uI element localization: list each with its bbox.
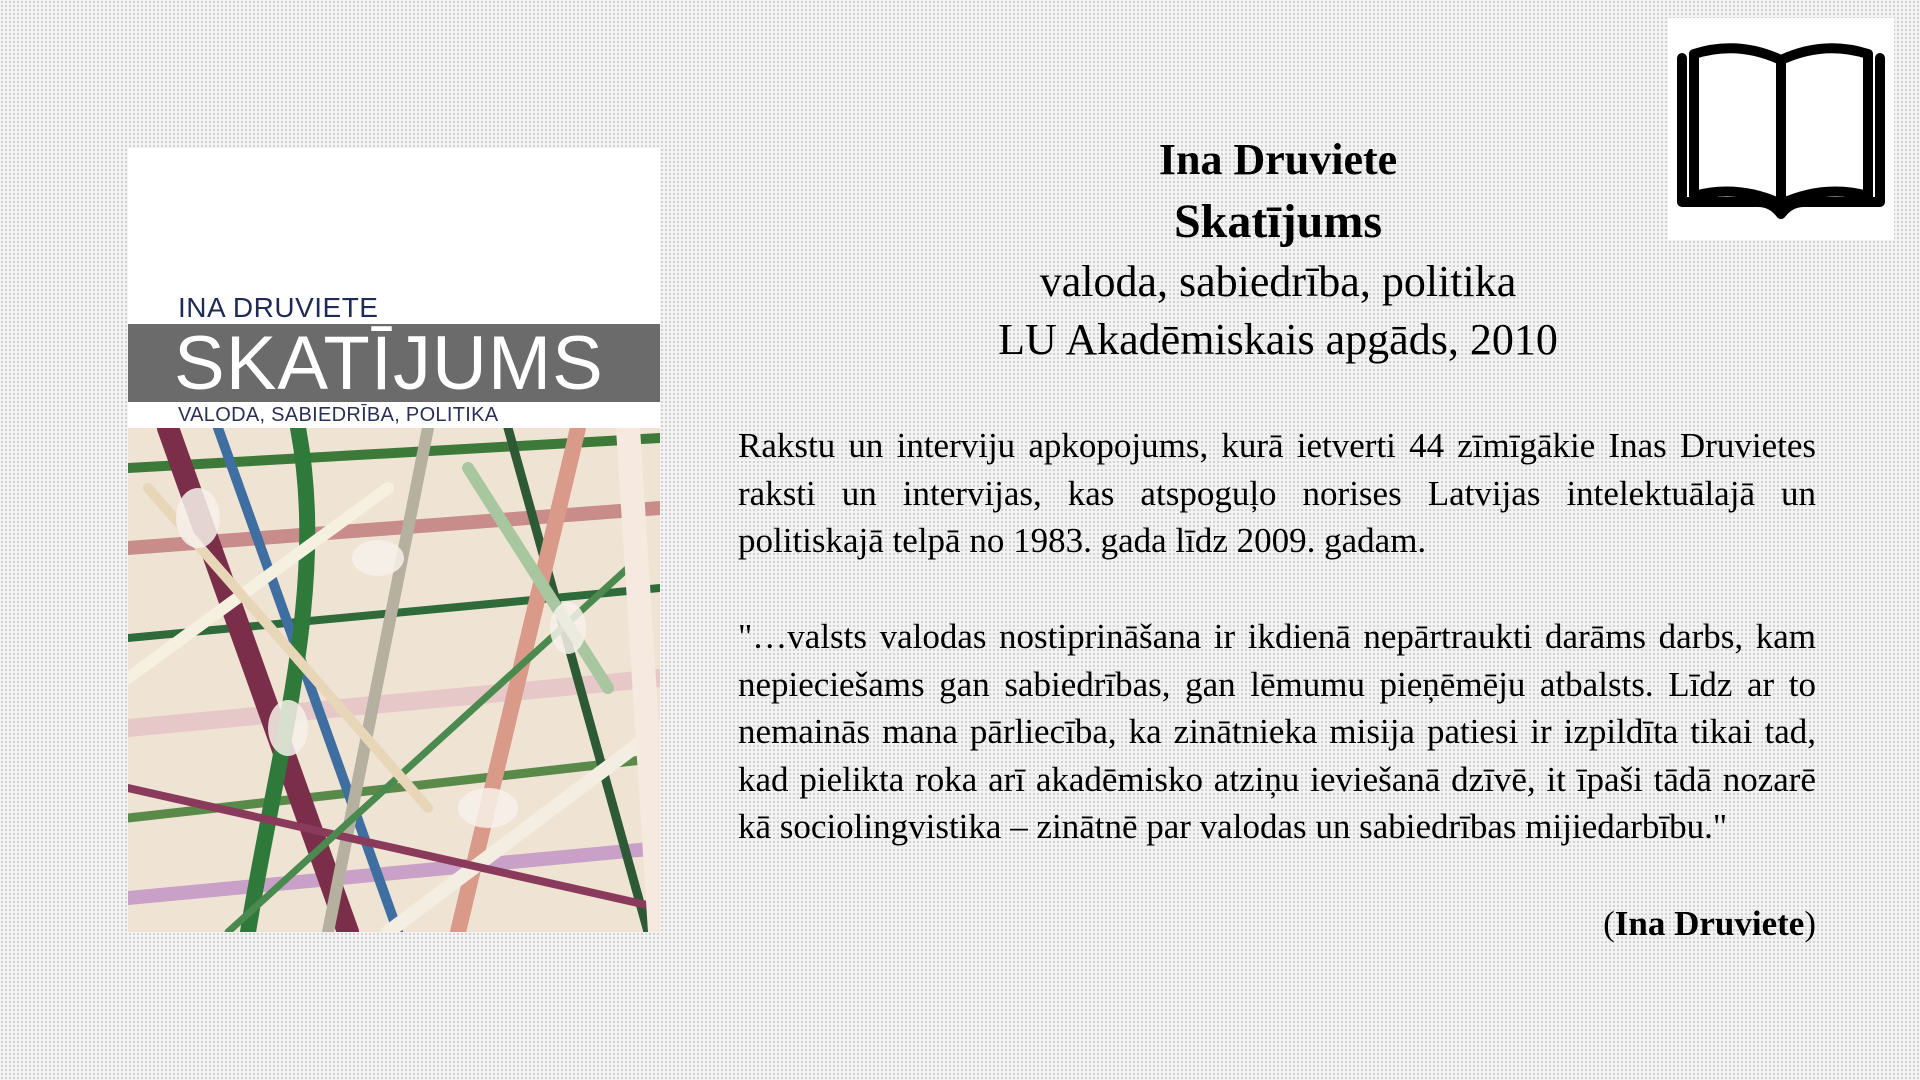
- book-cover: [128, 148, 660, 932]
- cover-subtitle: VALODA, SABIEDRĪBA, POLITIKA: [178, 404, 499, 426]
- header-publisher: LU Akadēmiskais apgāds, 2010: [998, 315, 1558, 364]
- header-subtitle: valoda, sabiedrība, politika: [1039, 257, 1517, 306]
- quote-attribution: [738, 900, 1816, 947]
- cover-author: INA DRUVIETE: [178, 292, 379, 323]
- attribution-name: Ina Druviete: [1614, 904, 1805, 943]
- cover-title: SKATĪJUMS: [174, 321, 604, 406]
- attribution-open: (: [1603, 904, 1615, 943]
- header-title: Skatījums: [1173, 195, 1383, 248]
- book-description: Rakstu un interviju apkopojums, kurā ietverti 44 zīmīgākie Inas Druvietes raksti un intervijas, kas atspoguļo norises Latvijas intelektuālajā un politiskajā telpā no 1983. gada līdz 2009. gadam.: [738, 426, 1816, 560]
- cover-artwork: [128, 428, 660, 932]
- header-author: Ina Druviete: [1158, 135, 1398, 184]
- book-quote: "…valsts valodas nostiprināšana ir ikdienā nepārtraukti darāms darbs, kam nepieciešams gan sabiedrības, gan lēmumu pieņēmēju atbalsts. Līdz ar to nemainās mana pārliecība, ka zinātnieka misija patiesi ir izpildīta tikai tad, kad pielikta roka arī akadēmisko atziņu ieviešanā dzīvē, it īpaši tādā nozarē kā sociolingvistika – zinātnē par valodas un sabiedrības mijiedarbību.": [738, 617, 1816, 846]
- attribution-close: ): [1804, 904, 1816, 943]
